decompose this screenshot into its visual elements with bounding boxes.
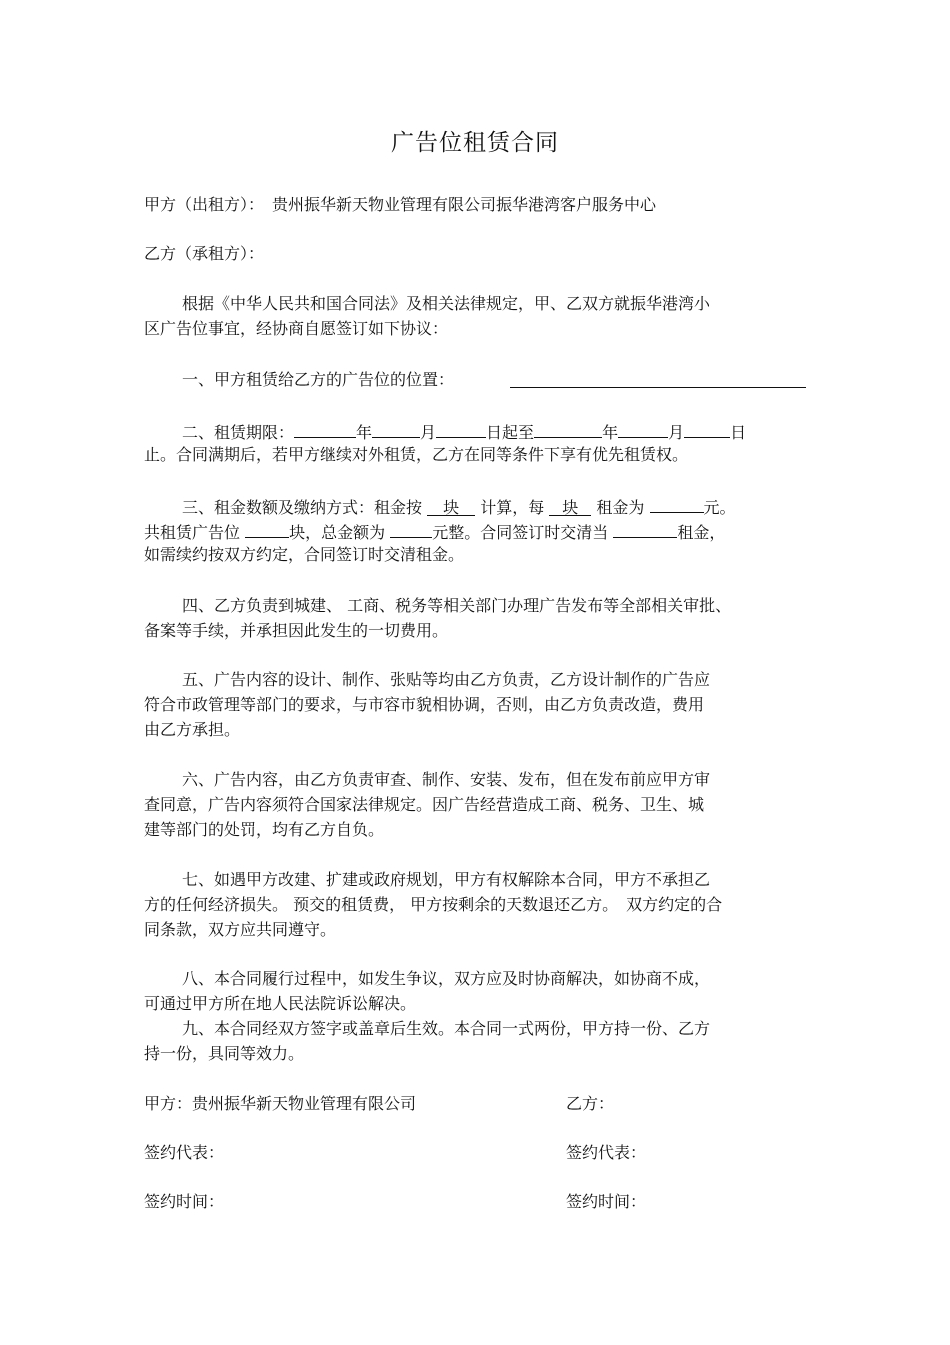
total-amount-blank[interactable] bbox=[390, 520, 432, 538]
clause-4-line-2: 备案等手续，并承担因此发生的一切费用。 bbox=[144, 621, 449, 640]
lessee-line: 乙方（承租方）： bbox=[144, 244, 265, 263]
clause-7-line-2: 方的任何经济损失。 预交的租赁费， 甲方按剩余的天数退还乙方。 双方约定的合 bbox=[144, 895, 723, 914]
end-year-blank[interactable] bbox=[534, 420, 602, 438]
clause-8-line-2: 可通过甲方所在地人民法院诉讼解决。 bbox=[144, 994, 417, 1013]
clause-7-line-3: 同条款，双方应共同遵守。 bbox=[144, 920, 337, 939]
clause-5-line-2: 符合市政管理等部门的要求，与市容市貌相协调，否则，由乙方负责改造，费用 bbox=[144, 695, 705, 714]
clause-2-line-2: 止。合同满期后，若甲方继续对外租赁，乙方在同等条件下享有优先租赁权。 bbox=[144, 445, 689, 464]
rent-end-label: 租金， bbox=[677, 523, 726, 542]
preamble-line-1: 根据《中华人民共和国合同法》及相关法律规定，甲、乙双方就振华港湾小 bbox=[182, 294, 711, 313]
party-a-sign-date: 签约时间： bbox=[144, 1192, 225, 1211]
total-amount-label: 块，总金额为 bbox=[289, 523, 386, 542]
clause-1 bbox=[182, 370, 454, 390]
clause-7-line-1: 七、如遇甲方改建、扩建或政府规划，甲方有权解除本合同，甲方不承担乙 bbox=[182, 870, 711, 889]
clause-3-line-2 bbox=[144, 520, 725, 543]
day-end-label: 日 bbox=[730, 423, 747, 442]
clause-6-line-1: 六、广告内容，由乙方负责审查、制作、安装、发布，但在发布前应甲方审 bbox=[182, 770, 711, 789]
rent-label: 三、租金数额及缴纳方式：租金按 bbox=[182, 498, 423, 517]
clause-4-line-1: 四、乙方负责到城建、 工商、税务等相关部门办理广告发布等全部相关审批、 bbox=[182, 596, 732, 615]
rent-calc-label: 计算，每 bbox=[480, 498, 545, 517]
term-label: 二、租赁期限： bbox=[182, 423, 295, 442]
location-blank[interactable] bbox=[510, 387, 806, 388]
clause-1-text: 一、甲方租赁给乙方的广告位的位置： bbox=[182, 370, 455, 389]
clause-6-line-3: 建等部门的处罚，均有乙方自负。 bbox=[144, 820, 385, 839]
clause-9-line-1: 九、本合同经双方签字或盖章后生效。本合同一式两份，甲方持一份、乙方 bbox=[182, 1019, 711, 1038]
rent-unit-2[interactable]: 块 bbox=[549, 498, 591, 516]
end-month-blank[interactable] bbox=[618, 420, 668, 438]
party-a-representative: 签约代表： bbox=[144, 1143, 225, 1162]
preamble-line-2: 区广告位事宜，经协商自愿签订如下协议： bbox=[144, 319, 449, 338]
clause-5-line-1: 五、广告内容的设计、制作、张贴等均由乙方负责，乙方设计制作的广告应 bbox=[182, 670, 711, 689]
rent-amount-label: 租金为 bbox=[596, 498, 645, 517]
start-month-blank[interactable] bbox=[372, 420, 420, 438]
year-label: 年 bbox=[356, 423, 373, 442]
clause-3-line-3: 如需续约按双方约定，合同签订时交清租金。 bbox=[144, 545, 465, 564]
start-year-blank[interactable] bbox=[294, 420, 356, 438]
month2-label: 月 bbox=[668, 423, 685, 442]
day-from-label: 日起至 bbox=[486, 423, 535, 442]
clause-8-line-1: 八、本合同履行过程中，如发生争议，双方应及时协商解决，如协商不成， bbox=[182, 969, 711, 988]
clause-9-line-2: 持一份，具同等效力。 bbox=[144, 1044, 305, 1063]
rent-amount-blank[interactable] bbox=[650, 495, 704, 513]
clause-6-line-2: 查同意，广告内容须符合国家法律规定。因广告经营造成工商、税务、卫生、城 bbox=[144, 795, 705, 814]
total-slots-label: 共租赁广告位 bbox=[144, 523, 241, 542]
year2-label: 年 bbox=[602, 423, 619, 442]
slot-count-blank[interactable] bbox=[245, 520, 289, 538]
clause-5-line-3: 由乙方承担。 bbox=[144, 720, 241, 739]
month-label: 月 bbox=[420, 423, 437, 442]
clause-3-line-1 bbox=[182, 495, 736, 518]
yuan-label: 元。 bbox=[703, 498, 736, 517]
end-day-blank[interactable] bbox=[684, 420, 730, 438]
start-day-blank[interactable] bbox=[436, 420, 486, 438]
party-b-sign-date: 签约时间： bbox=[566, 1192, 647, 1211]
party-b-representative: 签约代表： bbox=[566, 1143, 647, 1162]
party-a-signature: 甲方：贵州振华新天物业管理有限公司 bbox=[144, 1094, 417, 1113]
period-blank[interactable] bbox=[613, 520, 677, 538]
document-title: 广告位租赁合同 bbox=[391, 130, 559, 156]
rent-unit-1[interactable]: 块 bbox=[427, 498, 475, 516]
pay-on-sign-label: 元整。合同签订时交清当 bbox=[432, 523, 609, 542]
party-b-signature: 乙方： bbox=[566, 1094, 615, 1113]
lessor-line: 甲方（出租方）： 贵州振华新天物业管理有限公司振华港湾客户服务中心 bbox=[144, 195, 657, 214]
clause-2-line-1 bbox=[182, 420, 746, 443]
